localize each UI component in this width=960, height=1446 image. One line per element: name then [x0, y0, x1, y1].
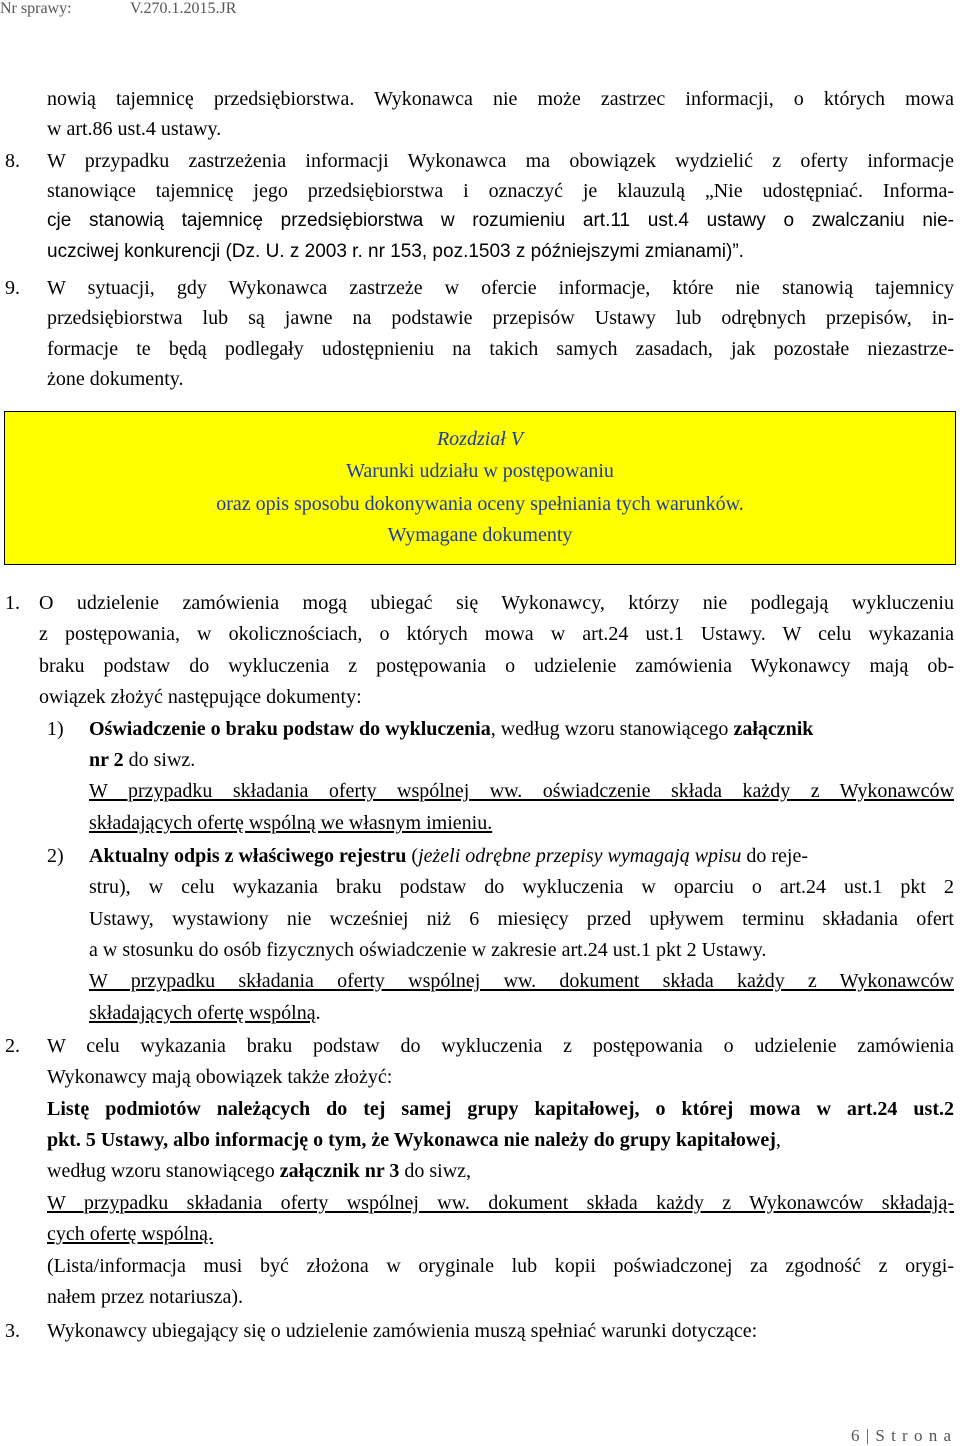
point-1-line-1: O udzielenie zamówienia mogą ubiegać się Wykonawcy, którzy nie podlegają wykluczeniu — [39, 592, 954, 614]
item-8-line-3: cje stanowią tajemnicę przedsiębiorstwa w rozumieniu art.11 ust.4 ustawy o zwalczaniu nie- — [47, 210, 954, 231]
point-2-line-8: (Lista/informacja musi być złożona w oryginale lub kopii poświadczonej za zgodność z orygi- — [47, 1255, 954, 1277]
point-3-line-1: Wykonawcy ubiegający się o udzielenie zamówienia muszą spełniać warunki dotyczące: — [47, 1320, 758, 1342]
joint-offer-doc-note-1: W przypadku składania oferty wspólnej ww. dokument składa każdy z Wykonawców — [89, 970, 954, 992]
annex-label: załącznik — [733, 718, 814, 740]
case-number: V.270.1.2015.JR — [130, 0, 237, 17]
joint-offer-note-1: W przypadku składania oferty wspólnej ww. oświadczenie składa każdy z Wykonawców — [89, 780, 954, 802]
item-8-line-4: uczciwej konkurencji (Dz. U. z 2003 r. nr 153, poz.1503 z późniejszymi zmianami)”. — [47, 241, 744, 262]
joint-offer-doc-note-2: składających ofertę wspólną — [89, 1002, 316, 1024]
page-label: S t r o n a — [875, 1426, 952, 1445]
joint-offer-note-4: cych ofertę wspólną. — [47, 1223, 214, 1245]
statement-title: Oświadczenie o braku podstaw do wykluczenia — [89, 718, 491, 740]
subpoint-2-line-3: Ustawy, wystawiony nie wcześniej niż 6 miesięcy przed upływem terminu składania ofert — [89, 908, 954, 930]
paren-open: ( — [406, 845, 419, 867]
point-1-line-3: braku podstaw do wykluczenia z postępowania o udzielenie zamówienia Wykonawcy mają ob- — [39, 655, 954, 677]
chapter-subtitle-1: Warunki udziału w postępowaniu — [346, 460, 614, 482]
chapter-title: Rozdział V — [436, 428, 524, 450]
point-1-line-4: owiązek złożyć następujące dokumenty: — [39, 686, 362, 708]
item-9-number: 9. — [5, 277, 20, 299]
point-2-number: 2. — [5, 1035, 20, 1057]
footer-separator: | — [865, 1426, 871, 1445]
para-7-line-2: w art.86 ust.4 ustawy. — [47, 118, 222, 140]
point-3-number: 3. — [5, 1320, 20, 1342]
subpoint-2-number: 2) — [47, 845, 64, 867]
subpoint-2-note-1 — [89, 970, 954, 993]
chapter-subtitle-3: Wymagane dokumenty — [387, 524, 573, 546]
template-text: według wzoru stanowiącego — [47, 1160, 280, 1182]
subpoint-1-note-2 — [89, 812, 492, 835]
subpoint-1-text: , według wzoru stanowiącego — [490, 718, 734, 740]
subpoint-1-note-1 — [89, 780, 954, 803]
subpoint-2-line-4: a w stosunku do osób fizycznych oświadczenie w zakresie art.24 ust.1 pkt 2 Ustawy. — [89, 939, 767, 961]
point-2-bold-line-2 — [47, 1129, 954, 1152]
subpoint-1-line-2 — [89, 749, 195, 772]
subpoint-2-note-2 — [89, 1002, 321, 1025]
annex-3-label: załącznik nr 3 — [279, 1160, 400, 1182]
point-1-number: 1. — [5, 592, 20, 614]
point-2-note-1 — [47, 1192, 954, 1215]
register-condition: jeżeli odrębne przepisy wymagają wpisu — [418, 845, 742, 867]
item-8-line-2: stanowiące tajemnicę jego przedsiębiorstwa i oznaczyć je klauzulą „Nie udostępniać. Informa- — [47, 180, 954, 202]
register-extract-title: Aktualny odpis z właściwego rejestru — [89, 845, 407, 867]
point-2-line-5 — [47, 1160, 471, 1183]
siwz-text: do siwz, — [399, 1160, 472, 1182]
item-9-line-4: żone dokumenty. — [47, 368, 184, 390]
case-number-label: Nr sprawy: — [0, 0, 72, 17]
chapter-heading-box — [4, 411, 956, 565]
point-2-line-9: nałem przez notariusza). — [47, 1286, 244, 1308]
item-9-line-1: W sytuacji, gdy Wykonawca zastrzeże w ofercie informacje, które nie stanowią tajemnicy — [47, 277, 954, 299]
period: . — [315, 1002, 321, 1024]
page-header — [0, 0, 960, 22]
subpoint-1-line-1 — [89, 718, 813, 741]
item-8-line-1: W przypadku zastrzeżenia informacji Wykonawca ma obowiązek wydzielić z oferty informacje — [47, 150, 954, 172]
joint-offer-note-3: W przypadku składania oferty wspólnej ww. dokument składa każdy z Wykonawców składają- — [47, 1192, 954, 1214]
annex-number: nr 2 — [89, 749, 124, 771]
page-footer — [851, 1426, 952, 1446]
item-9-line-3: formacje te będą podlegały udostępnieniu na takich samych zasadach, jak pozostałe niezastrze- — [47, 338, 954, 360]
para-7-line-1: nowią tajemnicę przedsiębiorstwa. Wykonawca nie może zastrzec informacji, o których mowa — [47, 88, 954, 110]
point-2-line-2: Wykonawcy mają obowiązek także złożyć: — [47, 1066, 393, 1088]
point-1-line-2: z postępowania, w okolicznościach, o których mowa w art.24 ust.1 Ustawy. W celu wykazania — [39, 623, 954, 645]
point-2-bold-line-1: Listę podmiotów należących do tej samej grupy kapitałowej, o której mowa w art.24 ust.2 — [47, 1098, 954, 1120]
point-2-note-2 — [47, 1223, 213, 1246]
subpoint-2-line-1 — [89, 845, 954, 868]
comma: , — [775, 1129, 781, 1151]
subpoint-1-text-2: do siwz. — [123, 749, 196, 771]
subpoint-2-text: do reje- — [741, 845, 809, 867]
chapter-subtitle-2: oraz opis sposobu dokonywania oceny spełniania tych warunków. — [216, 493, 744, 515]
item-9-line-2: przedsiębiorstwa lub są jawne na podstawie przepisów Ustawy lub odrębnych przepisów, in- — [47, 307, 954, 329]
joint-offer-note-2: składających ofertę wspólną we własnym imieniu. — [89, 812, 493, 834]
subpoint-1-number: 1) — [47, 718, 64, 740]
capital-group-text: pkt. 5 Ustawy, albo informację o tym, że Wykonawca nie należy do grupy kapitałowej — [47, 1129, 776, 1151]
page-number: 6 — [850, 1426, 861, 1445]
subpoint-2-line-2: stru), w celu wykazania braku podstaw do wykluczenia w oparciu o art.24 ust.1 pkt 2 — [89, 876, 954, 898]
item-8-number: 8. — [5, 150, 20, 172]
point-2-line-1: W celu wykazania braku podstaw do wykluczenia z postępowania o udzielenie zamówienia — [47, 1035, 954, 1057]
